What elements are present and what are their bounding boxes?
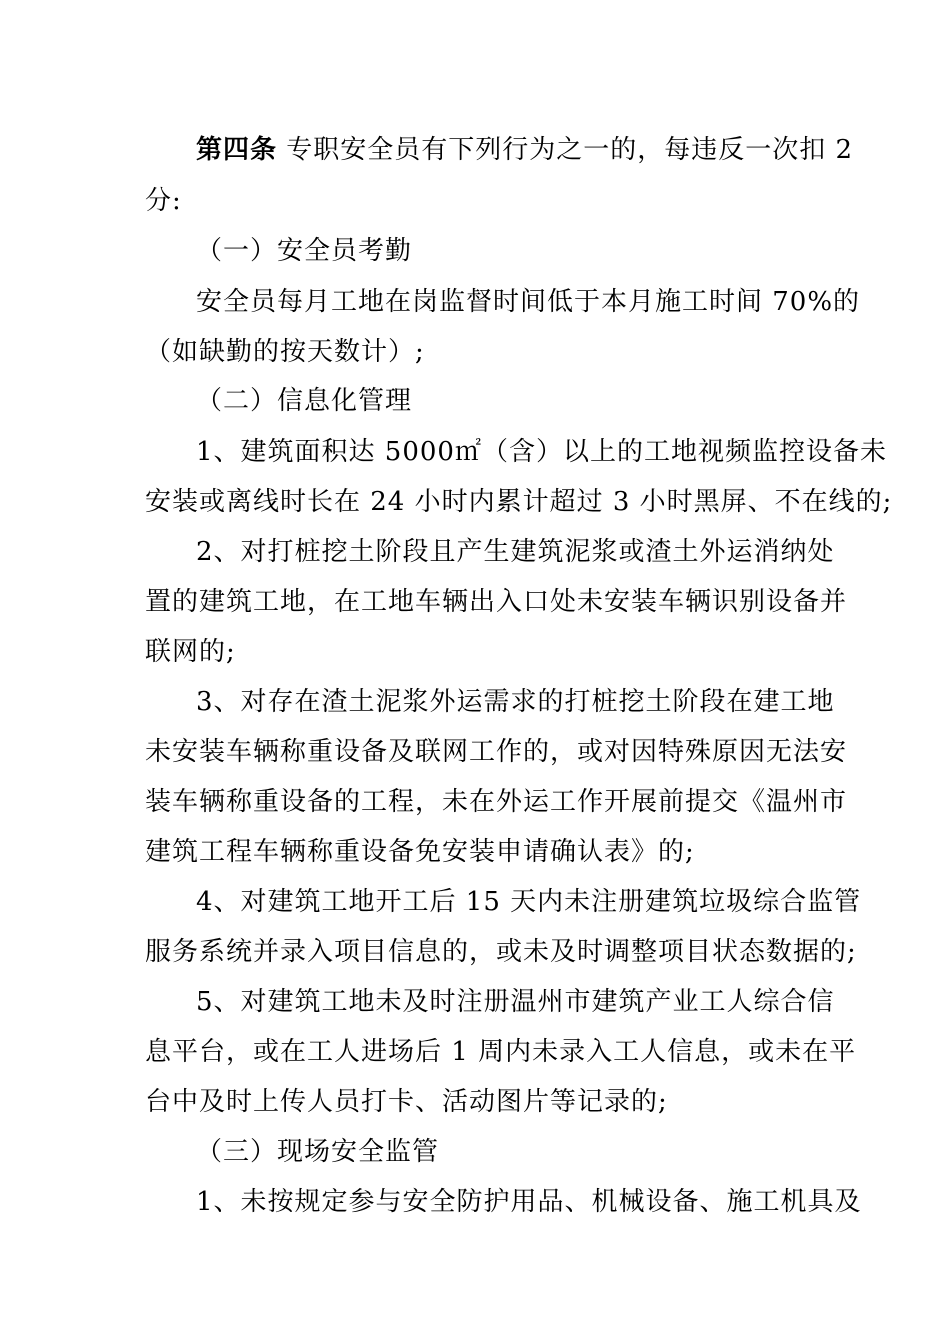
section-2-item-2-line-2: 置的建筑工地，在工地车辆出入口处未安装车辆识别设备并 <box>145 587 848 617</box>
section-1-line-1: 安全员每月工地在岗监督时间低于本月施工时间 70%的 <box>196 287 861 317</box>
section-2-item-5-line-3: 台中及时上传人员打卡、活动图片等记录的; <box>145 1087 668 1117</box>
section-2-item-3-line-2: 未安装车辆称重设备及联网工作的，或对因特殊原因无法安 <box>145 737 848 767</box>
section-2-item-2-line-3: 联网的; <box>145 637 236 667</box>
article-intro-line-1 <box>196 132 876 168</box>
section-2-item-2-line-1: 2、对打桩挖土阶段且产生建筑泥浆或渣土外运消纳处 <box>196 537 835 567</box>
article-label: 第四条 <box>196 135 278 165</box>
section-2-item-3-line-1: 3、对存在渣土泥浆外运需求的打桩挖土阶段在建工地 <box>196 687 835 717</box>
section-2-item-1-line-1: 1、建筑面积达 5000㎡（含）以上的工地视频监控设备未 <box>196 437 887 467</box>
section-2-item-3-line-3: 装车辆称重设备的工程，未在外运工作开展前提交《温州市 <box>145 787 848 817</box>
article-intro-line-2: 分: <box>145 186 182 216</box>
section-2-item-3-line-4: 建筑工程车辆称重设备免安装申请确认表》的; <box>145 837 695 867</box>
section-2-item-5-line-2: 息平台，或在工人进场后 1 周内未录入工人信息，或未在平 <box>145 1037 857 1067</box>
section-2-item-5-line-1: 5、对建筑工地未及时注册温州市建筑产业工人综合信 <box>196 987 835 1017</box>
section-2-heading: （二）信息化管理 <box>196 386 413 416</box>
section-2-item-4-line-1: 4、对建筑工地开工后 15 天内未注册建筑垃圾综合监管 <box>196 887 862 917</box>
section-3-item-1-line-1: 1、未按规定参与安全防护用品、机械设备、施工机具及 <box>196 1187 862 1217</box>
section-2-item-4-line-2: 服务系统并录入项目信息的，或未及时调整项目状态数据的; <box>145 937 857 967</box>
section-3-heading: （三）现场安全监管 <box>196 1137 440 1167</box>
section-2-item-1-line-2: 安装或离线时长在 24 小时内累计超过 3 小时黑屏、不在线的; <box>145 487 893 517</box>
article-intro-text: 专职安全员有下列行为之一的，每违反一次扣 2 <box>286 135 854 165</box>
section-1-line-2: （如缺勤的按天数计）; <box>145 337 425 367</box>
section-1-heading: （一）安全员考勤 <box>196 236 413 266</box>
